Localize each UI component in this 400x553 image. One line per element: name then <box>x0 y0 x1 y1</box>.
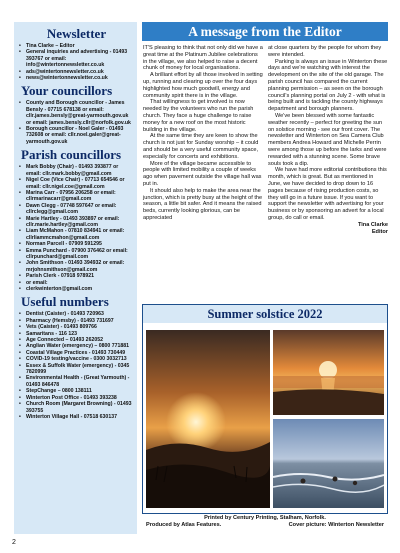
list-item: • Age Connected – 01493 262052 <box>19 337 134 343</box>
cover-picture-credit: Cover picture: Winterton Newsletter <box>288 522 384 528</box>
parish-heading: Parish councillors <box>21 147 122 163</box>
list-item: • Vets (Caister) - 01493 809766 <box>19 324 134 330</box>
useful-numbers-heading: Useful numbers <box>21 294 109 310</box>
paragraph: It should also help to make the area near the junction, which is pretty busy at the height of the season, a little bit safer. And it means the raised beds, currently looking glorious, can be appreciated <box>143 187 263 221</box>
newsletter-section <box>19 26 134 81</box>
list-item: • Church Room (Margaret Browning) - 01493 393755 <box>19 401 134 414</box>
list-item: • Mark Bobby (Chair) - 01493 393877 or email: cllr.mark.bobby@gmail.com <box>19 164 134 177</box>
list-item: • General inquiries and advertising - 01493 393767 or email: info@wintertonnewsletter.co.uk <box>19 49 134 68</box>
list-item: • clerkwinterton@gmail.com <box>19 286 134 292</box>
list-item: • Dentist (Caister) - 01493 720963 <box>19 311 134 317</box>
signature-role: Editor <box>371 228 388 235</box>
useful-numbers-list <box>19 311 134 420</box>
list-item: • Liam McMahon - 07810 834941 or email: cllrliammcmahon@gmail.com <box>19 228 134 241</box>
editor-column-2 <box>268 45 388 235</box>
paragraph: At the same time they are keen to show the church is not just for Sunday worship – it could and should be a very useful community space, especially for concerts and exhibitions. <box>143 133 259 160</box>
list-item: • news@wintertonnewsletter.co.uk <box>19 75 134 81</box>
paragraph: Parking is always an issue in Winterton these days and we're watching with interest the development on the site of the old garage. The parish council has compared the current planning permission – as seen on the borough council's planning portal on July 2 - with what is being built and is tackling the county highways department and borough planners. <box>268 58 388 113</box>
list-item: • Pharmacy (Hemsby) - 01493 731697 <box>19 318 134 324</box>
useful-numbers-section <box>19 294 134 420</box>
list-item: • Dawn Clegg - 07748 597647 or email: cllrclegg@gmail.com <box>19 203 134 216</box>
newsletter-list <box>19 43 134 81</box>
list-item: • Tina Clarke – Editor <box>19 43 134 49</box>
editor-column-1 <box>143 45 263 222</box>
list-item: • Borough councillor - Noel Galer - 01493 732608 or email: cllr.noel.galer@great-yarmouth.gov.uk <box>19 126 134 145</box>
list-item: • Emma Punchard - 07900 376462 or email: cllrpunchard@gmail.com <box>19 248 134 261</box>
list-item: • ads@wintertonnewsletter.co.uk <box>19 69 134 75</box>
list-item: • Winterton Post Office - 01493 393238 <box>19 395 134 401</box>
editor-heading: A message from the Editor <box>142 22 388 41</box>
paragraph: More of the village became accessible to people with limited mobility a couple of weeks ago when pavement outside the village hall was put in. <box>143 160 262 187</box>
list-item: • John Smithson - 01493 394932 or email: mrjohnsmithson@gmail.com <box>19 260 134 273</box>
signature-name: Tina Clarke <box>357 221 388 228</box>
sunrise-beach-photo <box>273 330 384 415</box>
list-item: • Samaritans - 116 123 <box>19 331 134 337</box>
solstice-heading: Summer solstice 2022 <box>143 305 387 323</box>
list-item: • StepChange – 0800 138111 <box>19 388 134 394</box>
sea-swimmers-photo <box>273 419 384 508</box>
councillors-list <box>19 100 134 145</box>
list-item: • Parish Clerk - 07918 978921 <box>19 273 134 279</box>
page-number: 2 <box>12 539 16 546</box>
paragraph: IT'S pleasing to think that not only did we have a great time at the Platinum Jubilee celebrations in the village, we also helped to raise a decent chunk of money for local organisations. <box>143 45 263 72</box>
parish-section <box>19 147 134 292</box>
sunrise-dunes-photo <box>146 330 270 508</box>
paragraph: We have had more editorial contributions this month, which is great. But as mentioned in June, we have decided to drop down to 16 pages because of rising production costs, so they will go in a future issue. If you want to support the newsletter with advertising for your business or by sponsoring an advert for a local group, do call or email. <box>268 167 387 221</box>
list-item: • Marie Hartley - 01493 393897 or email: cllr.marie.hartley@gmail.com <box>19 216 134 229</box>
paragraph: A brilliant effort by all those involved in setting up, running and clearing up over the four days highlighted how much goodwill, energy and community spirit there is in the village. <box>143 72 263 99</box>
paragraph: at close quarters by the people for whom they were intended. <box>268 45 382 58</box>
contacts-sidebar <box>14 22 137 534</box>
list-item: • Marina Carr - 07956 206258 or email: cllrmarinacarr@gmail.com <box>19 190 134 203</box>
councillors-heading: Your councillors <box>21 83 113 99</box>
list-item: • County and Borough councillor - James Bensly - 07715 678138 or email: cllr.james.bensly@great-yarmouth.gov.uk or email: james.bensly.cllr@norfolk.gov.uk <box>19 100 134 126</box>
councillors-section <box>19 83 134 145</box>
paragraph: We've been blessed with some fantastic weather recently – perfect for greeting the sun on solstice morning - see our front cover. The newsletter and Winterton on Sea Camera Club members Andrea Howard and Michelle Perrin were among those up before the larks and were rewarded with a stunning scene. Some brave souls took a dip. <box>268 112 387 167</box>
credits-row <box>142 522 388 529</box>
list-item: • Anglian Water (emergency) – 0800 771881 <box>19 343 134 349</box>
parish-list <box>19 164 134 292</box>
list-item: • Norman Parcell - 07909 591295 <box>19 241 134 247</box>
list-item: • Winterton Village Hall - 07518 630137 <box>19 414 134 420</box>
producer-credit: Produced by Atlas Features. <box>146 522 222 528</box>
paragraph: That willingness to get involved is now needed by the volunteers who run the parish church. They face a huge challenge to raise money for a new roof on the most historic building in the village. <box>143 99 254 133</box>
newsletter-heading: Newsletter <box>46 26 107 41</box>
list-item: • Coastal Village Practices - 01493 730449 <box>19 350 134 356</box>
list-item: • Essex & Suffolk Water (emergency) - 0345 7820999 <box>19 363 134 376</box>
list-item: • COVID-19 testing/vaccine - 0300 3032713 <box>19 356 134 362</box>
print-credits <box>142 515 388 529</box>
list-item: • Nigel Coe (Vice Chair) - 07713 654546 or email: cllr.nigel.coe@gmail.com <box>19 177 134 190</box>
printer-credit: Printed by Century Printing, Stalham, Norfolk. <box>204 515 326 521</box>
list-item: • Environmental Health - (Great Yarmouth) - 01493 846478 <box>19 375 134 388</box>
list-item: • or email: <box>19 280 134 286</box>
